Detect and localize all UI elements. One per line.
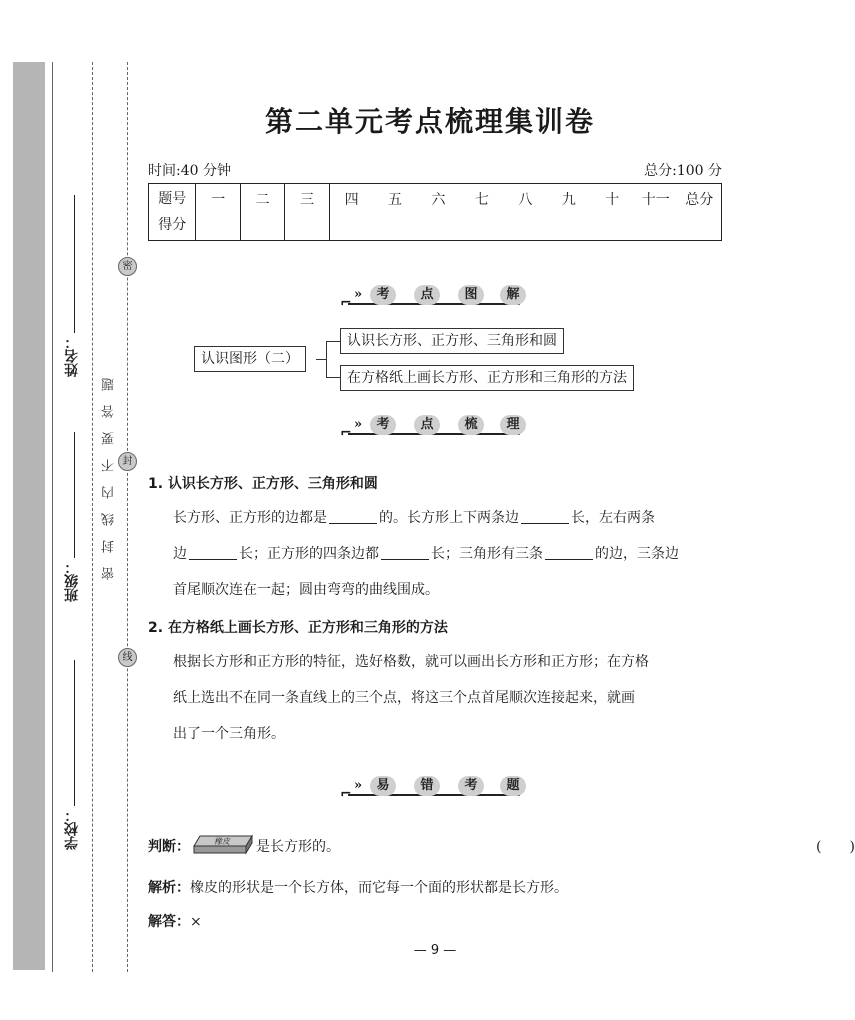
page-title: 第二单元考点梳理集训卷 <box>264 105 595 138</box>
score-table-row-labels <box>149 184 196 241</box>
section-2-heading <box>148 617 448 637</box>
score-table <box>148 183 722 241</box>
section-2-number: 2. <box>148 620 164 636</box>
eraser-label: 橡皮 <box>214 837 230 846</box>
fill-blank[interactable] <box>545 545 593 560</box>
diagram-connector <box>326 341 327 377</box>
col-10[interactable]: 十 <box>591 184 634 241</box>
school-label: 学校： <box>64 808 80 850</box>
banner-char: 考 <box>370 415 396 435</box>
section-2-title: 在方格纸上画长方形、正方形和三角形的方法 <box>167 620 448 636</box>
class-blank[interactable] <box>74 432 75 558</box>
fill-blank[interactable] <box>329 509 377 524</box>
diagram-branch-1: 认识长方形、正方形、三角形和圆 <box>340 328 564 354</box>
answer-line <box>148 911 202 931</box>
name-label: 姓名： <box>64 335 80 377</box>
banner-common-mistakes: ⌐ » 易 错 考 题 <box>340 776 524 798</box>
analysis-line <box>148 877 568 897</box>
section-2-body: 根据长方形和正方形的特征，选好格数，就可以画出长方形和正方形；在方格 纸上选出不在同一条直线上的三个点，将这三个点首尾顺次连接起来，就画 出了一个三角形。 <box>173 654 649 742</box>
judge-label: 判断： <box>148 839 190 855</box>
col-11[interactable]: 十一 <box>634 184 677 241</box>
binding-strip <box>13 62 45 970</box>
section-1-body: 长方形、正方形的边都是 的。长方形上下两条边 长，左右两条 边 长；正方形的四条边都 长；三角形有三条 的边，三条边 首尾顺次连在一起；圆由弯弯的曲线围成。 <box>173 510 679 598</box>
seal-dashed-line <box>127 62 128 972</box>
seal-warning: 密封线内不要答题 <box>102 364 117 580</box>
section-1-title: 认识长方形、正方形、三角形和圆 <box>167 476 378 492</box>
section-1-heading <box>148 473 378 493</box>
seal-char-mi: 密 <box>118 257 137 276</box>
banner-key-diagram: ⌐ » 考 点 图 解 <box>340 285 524 307</box>
col-total[interactable]: 总分 <box>677 184 721 241</box>
banner-char: 点 <box>414 285 440 305</box>
time-limit: 时间:40 分钟 <box>148 163 231 179</box>
section-1-number: 1. <box>148 476 164 492</box>
banner-char: 点 <box>414 415 440 435</box>
school-blank[interactable] <box>74 660 75 806</box>
col-4[interactable]: 四 <box>329 184 373 241</box>
col-1[interactable]: 一 <box>196 184 240 241</box>
margin-solid-line <box>52 62 53 972</box>
seal-char-feng: 封 <box>118 452 137 471</box>
seal-char-xian: 线 <box>118 648 137 667</box>
col-3[interactable]: 三 <box>285 184 329 241</box>
col-6[interactable]: 六 <box>417 184 460 241</box>
col-7[interactable]: 七 <box>460 184 503 241</box>
col-5[interactable]: 五 <box>373 184 416 241</box>
name-blank[interactable] <box>74 195 75 333</box>
analysis-text: 橡皮的形状是一个长方体，而它每一个面的形状都是长方形。 <box>190 880 568 896</box>
answer-paren[interactable]: ( ) <box>816 839 855 855</box>
class-label: 班级： <box>64 560 80 602</box>
banner-key-review: ⌐ » 考 点 梳 理 <box>340 415 524 437</box>
row-label-number: 题号 <box>158 191 187 207</box>
banner-char: 易 <box>370 776 396 796</box>
answer-text: × <box>190 914 202 930</box>
answer-label: 解答： <box>148 914 190 930</box>
banner-char: 理 <box>500 415 526 435</box>
analysis-label: 解析： <box>148 880 190 896</box>
judge-question <box>148 833 855 857</box>
banner-char: 错 <box>414 776 440 796</box>
banner-char: 梳 <box>458 415 484 435</box>
banner-char: 考 <box>458 776 484 796</box>
col-9[interactable]: 九 <box>547 184 590 241</box>
banner-char: 解 <box>500 285 526 305</box>
diagram-branch-2: 在方格纸上画长方形、正方形和三角形的方法 <box>340 365 634 391</box>
diagram-connector <box>316 359 326 360</box>
col-2[interactable]: 二 <box>240 184 284 241</box>
fill-blank[interactable] <box>521 509 569 524</box>
banner-char: 图 <box>458 285 484 305</box>
fill-blank[interactable] <box>381 545 429 560</box>
diagram-connector <box>326 377 340 378</box>
total-score: 总分:100 分 <box>644 163 722 179</box>
row-label-score: 得分 <box>158 217 187 233</box>
judge-text: 是长方形的。 <box>256 839 340 855</box>
eraser-image <box>192 833 254 855</box>
col-8[interactable]: 八 <box>504 184 547 241</box>
diagram-connector <box>326 341 340 342</box>
page-number: — 9 — <box>413 943 457 958</box>
fill-blank[interactable] <box>189 545 237 560</box>
banner-char: 考 <box>370 285 396 305</box>
margin-dashed-line <box>92 62 93 972</box>
diagram-root: 认识图形（二） <box>194 346 306 372</box>
banner-char: 题 <box>500 776 526 796</box>
